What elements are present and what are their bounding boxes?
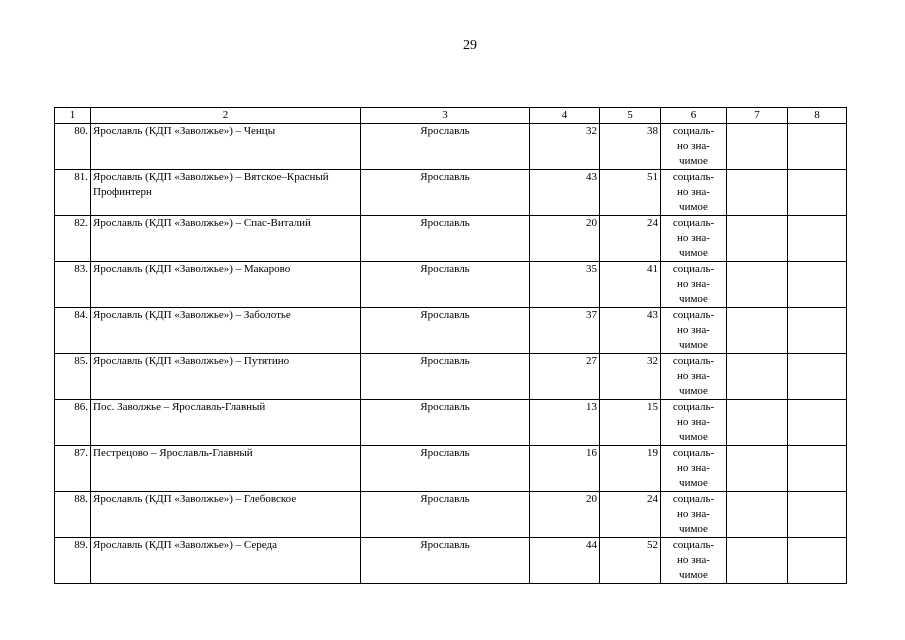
- column-5-cell: 19: [600, 446, 661, 492]
- route-type-line: но зна-: [677, 186, 710, 198]
- route-type-line: социаль-: [672, 263, 715, 275]
- column-4-cell: 44: [530, 538, 600, 584]
- route-type-cell: [661, 446, 727, 492]
- city-cell: Ярославль: [361, 262, 530, 308]
- route-name-cell: Ярославль (КДП «Заволжье») – Глебовское: [91, 492, 361, 538]
- column-7-cell: [727, 354, 788, 400]
- column-5-cell: 32: [600, 354, 661, 400]
- city-cell: Ярославль: [361, 216, 530, 262]
- column-8-cell: [788, 400, 847, 446]
- column-4-cell: 43: [530, 170, 600, 216]
- column-4-cell: 35: [530, 262, 600, 308]
- column-header: 1: [55, 108, 91, 124]
- column-5-cell: 38: [600, 124, 661, 170]
- column-8-cell: [788, 262, 847, 308]
- route-type-cell: [661, 354, 727, 400]
- row-number-cell: 87.: [55, 446, 91, 492]
- routes-table: [54, 107, 847, 584]
- route-type-line: чимое: [679, 385, 708, 397]
- route-type-line: социаль-: [672, 355, 715, 367]
- table-row: [55, 492, 847, 538]
- table-row: [55, 170, 847, 216]
- city-cell: Ярославль: [361, 446, 530, 492]
- route-name-cell: Ярославль (КДП «Заволжье») – Ченцы: [91, 124, 361, 170]
- column-7-cell: [727, 170, 788, 216]
- route-type-cell: [661, 170, 727, 216]
- route-type-line: чимое: [679, 477, 708, 489]
- route-type-cell: [661, 538, 727, 584]
- column-7-cell: [727, 308, 788, 354]
- route-name-cell: Пестрецово – Ярославль-Главный: [91, 446, 361, 492]
- column-8-cell: [788, 492, 847, 538]
- column-8-cell: [788, 446, 847, 492]
- column-7-cell: [727, 538, 788, 584]
- route-type-cell: [661, 216, 727, 262]
- column-5-cell: 24: [600, 216, 661, 262]
- route-type-line: социаль-: [672, 493, 715, 505]
- column-4-cell: 13: [530, 400, 600, 446]
- column-5-cell: 43: [600, 308, 661, 354]
- column-header: 6: [661, 108, 727, 124]
- row-number-cell: 84.: [55, 308, 91, 354]
- route-name-cell: Ярославль (КДП «Заволжье») – Макарово: [91, 262, 361, 308]
- route-type-cell: [661, 308, 727, 354]
- city-cell: Ярославль: [361, 354, 530, 400]
- column-4-cell: 37: [530, 308, 600, 354]
- route-name-cell: Ярославль (КДП «Заволжье») – Путятино: [91, 354, 361, 400]
- page-number: 29: [463, 38, 477, 53]
- column-header: 4: [530, 108, 600, 124]
- row-number-cell: 81.: [55, 170, 91, 216]
- route-type-line: но зна-: [677, 140, 710, 152]
- table-row: [55, 262, 847, 308]
- route-type-line: чимое: [679, 155, 708, 167]
- route-type-line: но зна-: [677, 462, 710, 474]
- table-row: [55, 216, 847, 262]
- table-row: [55, 354, 847, 400]
- city-cell: Ярославль: [361, 124, 530, 170]
- route-type-line: чимое: [679, 293, 708, 305]
- column-5-cell: 15: [600, 400, 661, 446]
- column-8-cell: [788, 216, 847, 262]
- column-7-cell: [727, 492, 788, 538]
- column-7-cell: [727, 446, 788, 492]
- column-5-cell: 41: [600, 262, 661, 308]
- table-row: [55, 308, 847, 354]
- route-type-cell: [661, 262, 727, 308]
- route-type-line: чимое: [679, 431, 708, 443]
- route-type-line: но зна-: [677, 508, 710, 520]
- route-type-line: чимое: [679, 247, 708, 259]
- column-8-cell: [788, 170, 847, 216]
- row-number-cell: 85.: [55, 354, 91, 400]
- row-number-cell: 86.: [55, 400, 91, 446]
- route-type-line: социаль-: [672, 125, 715, 137]
- city-cell: Ярославль: [361, 170, 530, 216]
- column-4-cell: 16: [530, 446, 600, 492]
- column-header: 3: [361, 108, 530, 124]
- table-row: [55, 446, 847, 492]
- column-8-cell: [788, 308, 847, 354]
- route-name-cell: Ярославль (КДП «Заволжье») – Спас-Виталий: [91, 216, 361, 262]
- route-type-line: но зна-: [677, 554, 710, 566]
- route-type-cell: [661, 400, 727, 446]
- table-row: [55, 538, 847, 584]
- route-type-line: чимое: [679, 569, 708, 581]
- route-type-line: но зна-: [677, 416, 710, 428]
- route-type-cell: [661, 492, 727, 538]
- route-name-cell: Ярославль (КДП «Заволжье») – Заболотье: [91, 308, 361, 354]
- route-type-line: но зна-: [677, 232, 710, 244]
- route-type-line: но зна-: [677, 278, 710, 290]
- city-cell: Ярославль: [361, 400, 530, 446]
- route-name-cell: Ярославль (КДП «Заволжье») – Вятское–Красный Профинтерн: [91, 170, 361, 216]
- row-number-cell: 88.: [55, 492, 91, 538]
- route-type-line: но зна-: [677, 324, 710, 336]
- column-7-cell: [727, 262, 788, 308]
- city-cell: Ярославль: [361, 538, 530, 584]
- row-number-cell: 89.: [55, 538, 91, 584]
- column-7-cell: [727, 216, 788, 262]
- column-header: 2: [91, 108, 361, 124]
- column-8-cell: [788, 354, 847, 400]
- route-type-line: чимое: [679, 339, 708, 351]
- route-type-cell: [661, 124, 727, 170]
- column-5-cell: 52: [600, 538, 661, 584]
- route-type-line: социаль-: [672, 309, 715, 321]
- column-header: 5: [600, 108, 661, 124]
- column-header: 7: [727, 108, 788, 124]
- column-4-cell: 20: [530, 492, 600, 538]
- column-4-cell: 27: [530, 354, 600, 400]
- column-4-cell: 32: [530, 124, 600, 170]
- table-row: [55, 124, 847, 170]
- route-type-line: социаль-: [672, 217, 715, 229]
- route-type-line: чимое: [679, 523, 708, 535]
- column-8-cell: [788, 124, 847, 170]
- route-type-line: чимое: [679, 201, 708, 213]
- route-name-cell: Пос. Заволжье – Ярославль-Главный: [91, 400, 361, 446]
- row-number-cell: 83.: [55, 262, 91, 308]
- table-row: [55, 400, 847, 446]
- column-8-cell: [788, 538, 847, 584]
- route-type-line: но зна-: [677, 370, 710, 382]
- route-type-line: социаль-: [672, 401, 715, 413]
- route-type-line: социаль-: [672, 539, 715, 551]
- city-cell: Ярославль: [361, 492, 530, 538]
- column-5-cell: 24: [600, 492, 661, 538]
- column-5-cell: 51: [600, 170, 661, 216]
- column-4-cell: 20: [530, 216, 600, 262]
- column-7-cell: [727, 124, 788, 170]
- city-cell: Ярославль: [361, 308, 530, 354]
- route-name-cell: Ярославль (КДП «Заволжье») – Середа: [91, 538, 361, 584]
- column-header: 8: [788, 108, 847, 124]
- row-number-cell: 80.: [55, 124, 91, 170]
- route-type-line: социаль-: [672, 171, 715, 183]
- header-row: [55, 108, 847, 124]
- row-number-cell: 82.: [55, 216, 91, 262]
- table-body: [55, 124, 847, 584]
- route-type-line: социаль-: [672, 447, 715, 459]
- column-7-cell: [727, 400, 788, 446]
